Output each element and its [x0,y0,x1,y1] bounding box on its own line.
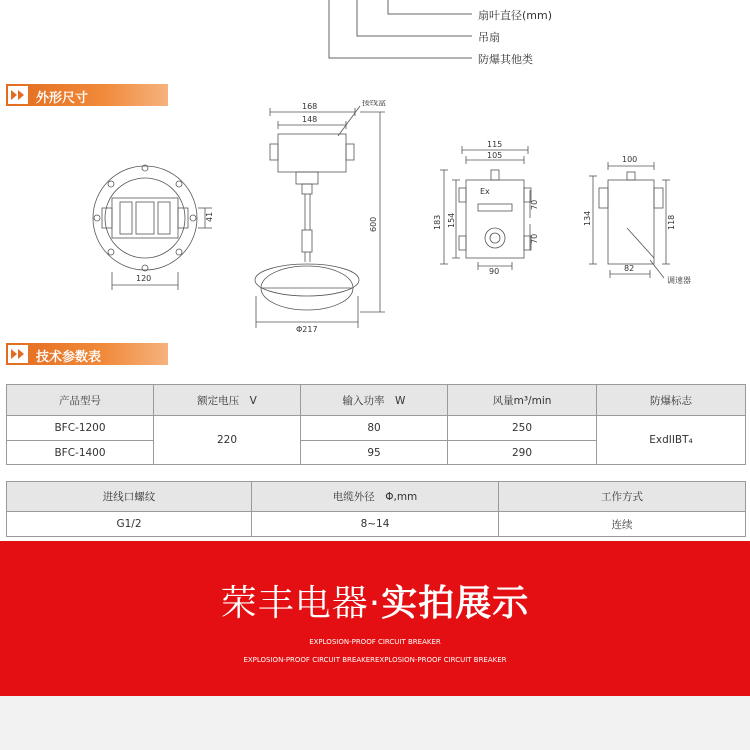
d2-top-outer-label: 168 [302,102,318,111]
table-row [7,512,746,537]
banner-title-dot: · [368,583,382,624]
header-airflow: 风量m³/min [448,385,597,416]
cell-airflow: 250 [448,416,597,441]
d2-height-label: 600 [369,216,378,232]
d3-right-bottom-label: 70 [530,233,539,244]
d3-top-outer-label: 115 [487,140,503,149]
d4-bottom-label: 82 [624,264,635,273]
d4-regulator-label: 调速器 [667,276,691,285]
cell-cable-diameter: 8~14 [252,512,499,537]
d3-top-inner-label: 105 [487,151,503,160]
cable-table [6,481,746,537]
section-title: 外形尺寸 [36,91,89,106]
cell-explosion-mark: ExdIIBT₄ [597,416,746,465]
showcase-banner [0,541,750,696]
cell-power: 95 [301,441,448,465]
legend-item-explosion-proof-other: 防爆其他类 [478,53,533,66]
d3-bottom-label: 90 [489,267,500,276]
header-cable-diameter: 电缆外径 Φ,mm [252,482,499,512]
cell-airflow: 290 [448,441,597,465]
d3-left-outer-label: 183 [433,214,442,230]
d3-ex-label: Ex [480,187,490,196]
drawings-canvas [0,100,750,340]
banner-subtitle-1: EXPLOSION-PROOF CIRCUIT BREAKER [309,638,441,646]
banner-subtitle-2: EXPLOSION-PROOF CIRCUIT BREAKEREXPLOSION-PROOF CIRCUIT BREAKER [243,656,507,664]
header-thread: 进线口螺纹 [7,482,252,512]
cell-voltage: 220 [154,416,301,465]
d1-width-label: 120 [136,274,152,283]
bottom-strip [0,696,750,750]
header-work-mode: 工作方式 [499,482,746,512]
header-power: 输入功率 W [301,385,448,416]
section-title: 技术参数表 [36,350,102,365]
d3-left-inner-label: 154 [447,212,456,228]
banner-title [0,575,750,626]
dimension-drawings [0,100,750,340]
d2-diameter-label: Φ217 [296,325,318,334]
d1-height-label: 41 [205,211,214,222]
legend-item-blade-diameter: 扇叶直径(mm) [478,9,553,22]
d4-top-label: 100 [622,155,638,164]
d4-right-label: 118 [667,214,676,230]
table-row [7,416,746,441]
banner-title-brand: 荣丰电器 [220,583,369,624]
section-header-parameters [6,343,168,365]
header-explosion-mark: 防爆标志 [597,385,746,416]
d4-left-label: 134 [583,210,592,226]
cell-thread: G1/2 [7,512,252,537]
cell-model: BFC-1200 [7,416,154,441]
header-voltage: 额定电压 V [154,385,301,416]
d2-top-inner-label: 148 [302,115,318,124]
banner-title-showcase: 实拍展示 [381,583,530,624]
spec-table [6,384,746,465]
d2-box-label: 接线盒 [362,100,386,107]
d3-right-top-label: 70 [530,199,539,210]
header-model: 产品型号 [7,385,154,416]
double-arrow-icon [8,345,28,363]
model-code-legend [0,0,750,75]
legend-lines [0,0,750,75]
legend-item-ceiling-fan: 吊扇 [478,31,500,44]
cell-model: BFC-1400 [7,441,154,465]
cell-power: 80 [301,416,448,441]
cell-work-mode: 连续 [499,512,746,537]
